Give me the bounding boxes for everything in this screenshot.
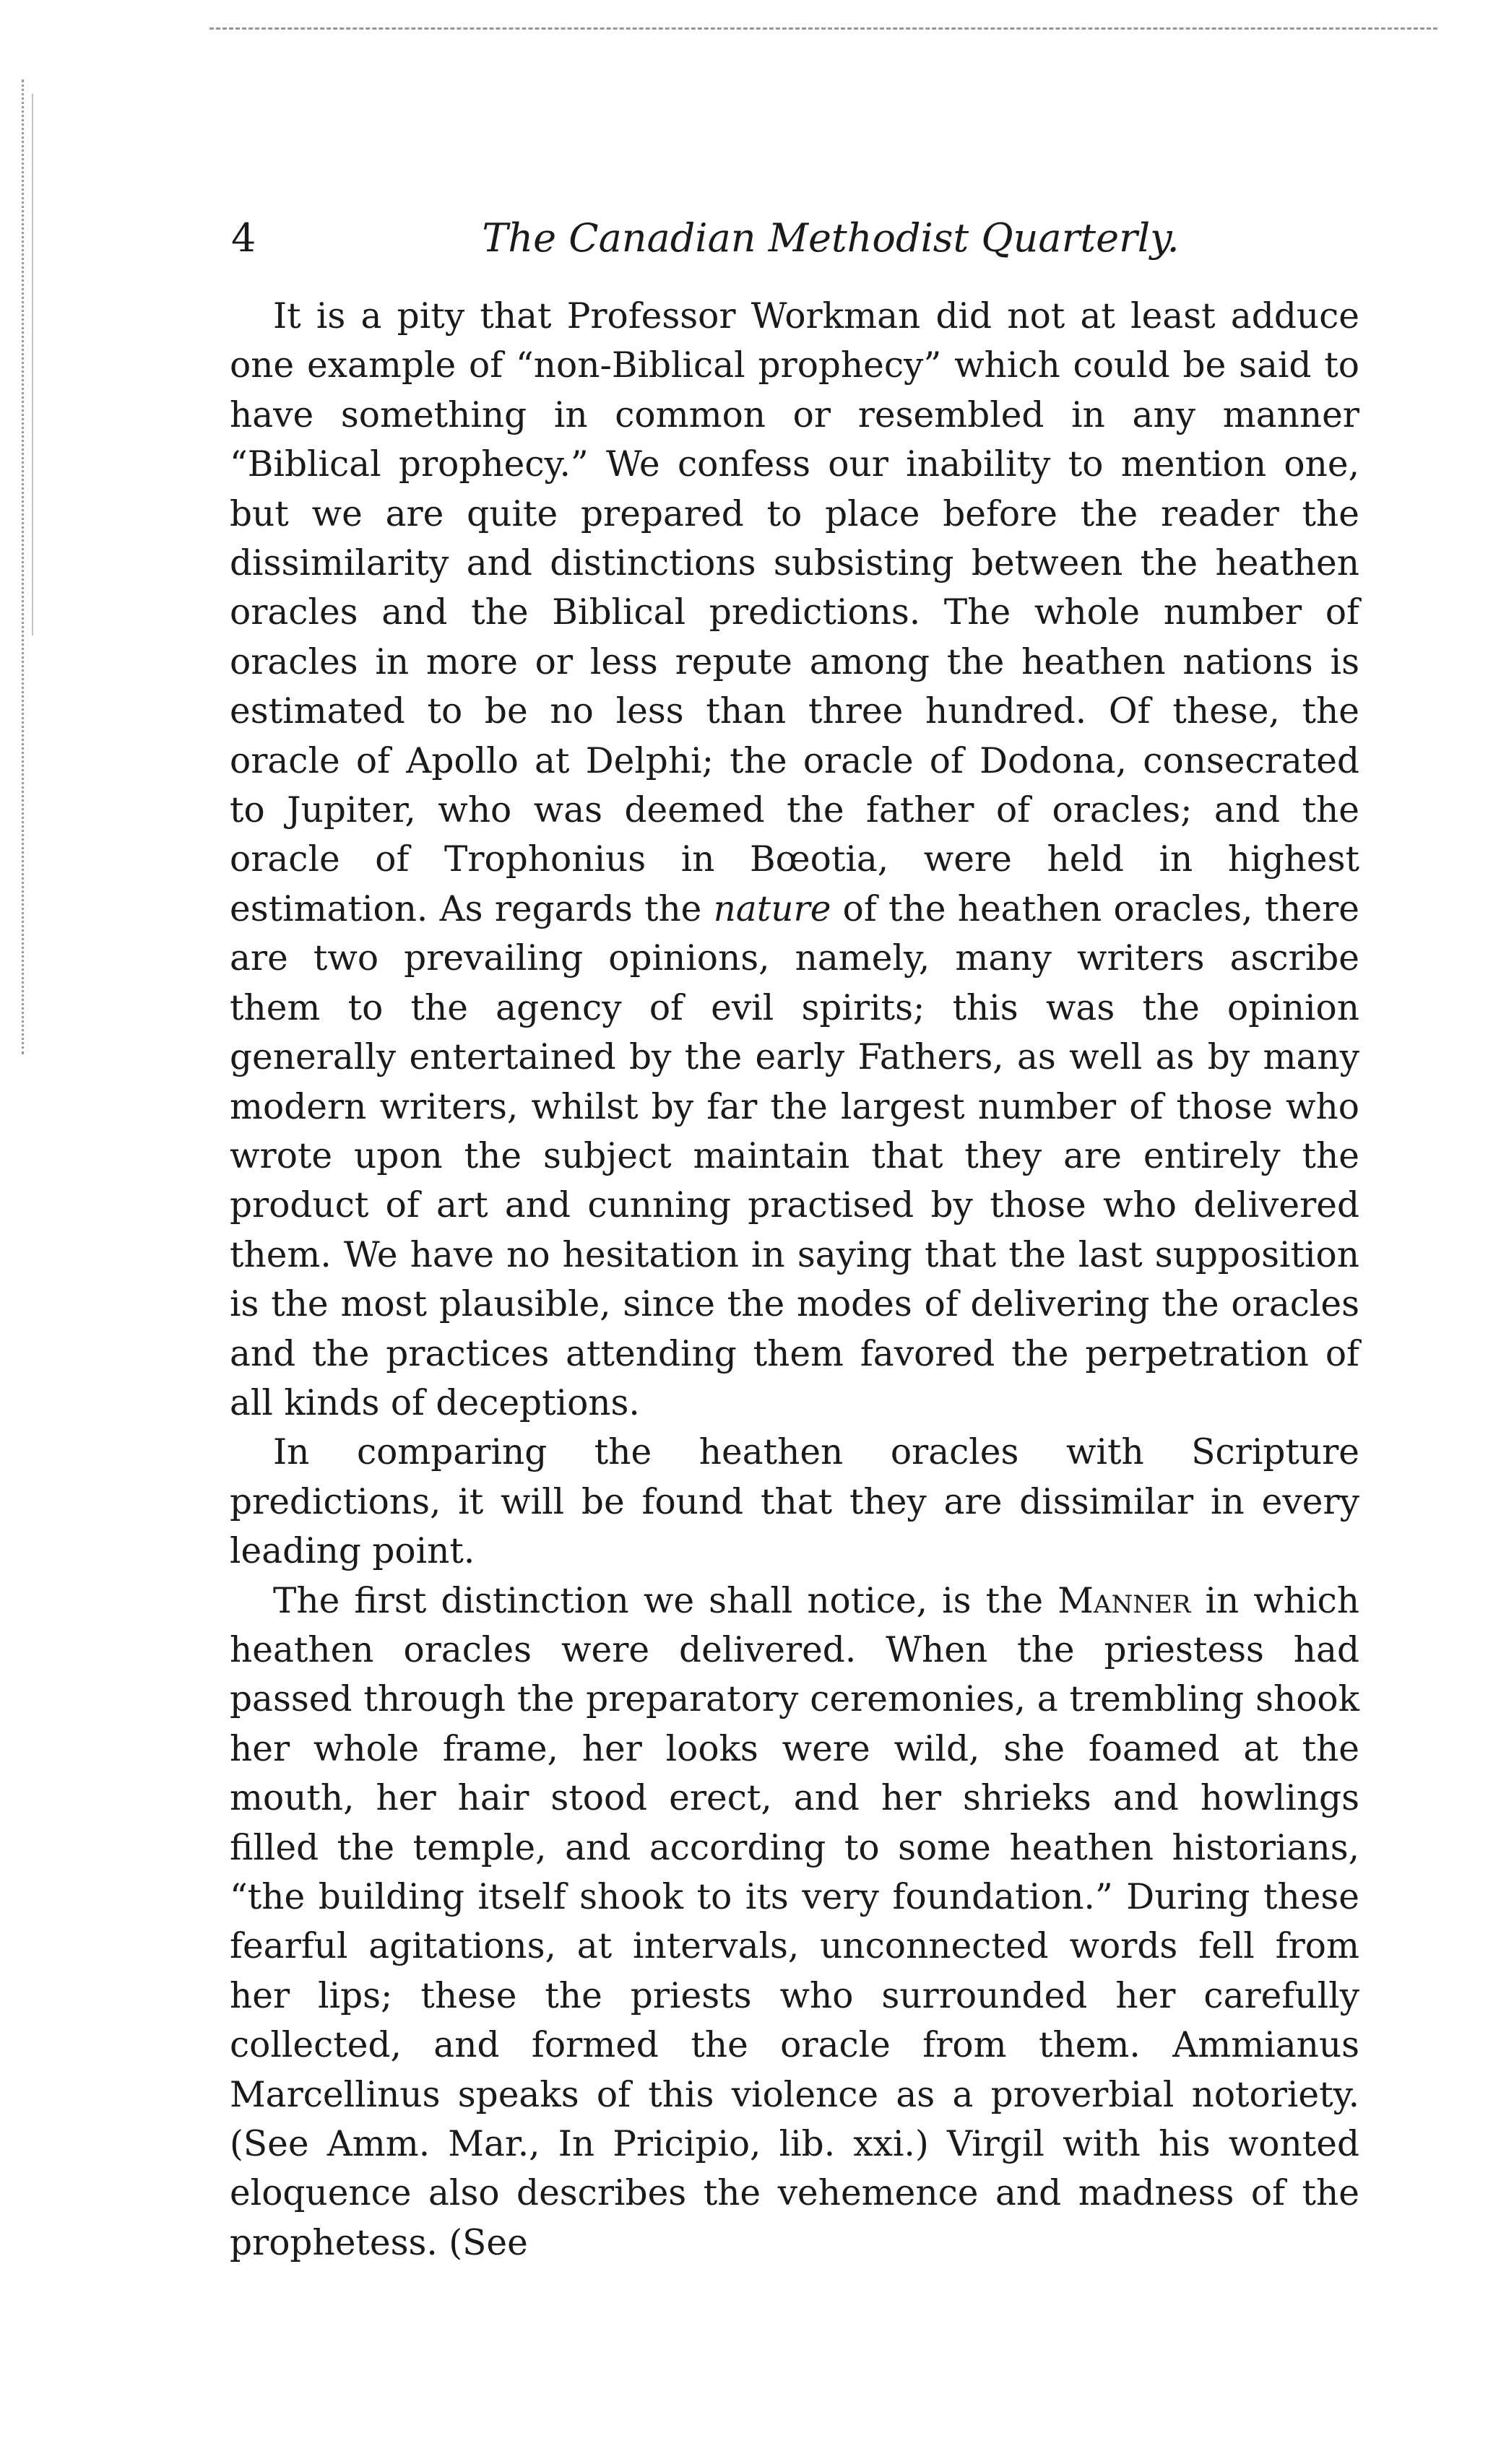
page-header (231, 209, 1358, 267)
paragraph-3-start: The first distinction we shall notice, is the (273, 1580, 1044, 1621)
paragraph-3-small-caps: Manner (1057, 1580, 1191, 1621)
paragraph-2: In comparing the heathen oracles with Scripture predictions, it will be found that they are dissimilar in every leading point. (230, 1432, 1359, 1572)
paragraph-3 (230, 1576, 1359, 2268)
page-number: 4 (231, 215, 256, 261)
paragraph-1-end: of the heathen oracles, there are two prevailing opinions, namely, many writers ascribe them to the agency of evil spirits; this was the opinion generally entertained by the early Fathers, as well as by many modern writers, whilst by far the largest number of those who wrote upon the subject maintain that they are entirely the product of art and cunning practised by those who delivered them. We have no hesitation in saying that the last supposition is the most plausible, since the modes of delivering the oracles and the practices attending them favored the perpetration of all kinds of deceptions. (230, 888, 1360, 1423)
running-title: The Canadian Methodist Quarterly. (482, 215, 1180, 261)
scan-left-edge (22, 79, 24, 1054)
scan-top-rule (209, 27, 1437, 30)
paragraph-1-italic: nature (713, 888, 831, 929)
paragraph-1 (230, 292, 1359, 1428)
scan-left-edge-inner (32, 94, 33, 635)
paragraph-3-end: in which heathen oracles were delivered. When the priestess had passed through the preparatory ceremonies, a trembling shook her whole frame, her looks were wild, she foamed at the mouth, her hair stood erect, and her shrieks and howlings filled the temple, and according to some heathen historians, “the building itself shook to its very foundation.” During these fearful agitations, at intervals, unconnected words fell from her lips; these the priests who surrounded her carefully collected, and formed the oracle from them. Ammianus Marcellinus speaks of this violence as a proverbial notoriety. (See Amm. Mar., In Pricipio, lib. xxi.) Virgil with his wonted eloquence also describes the vehemence and madness of the prophetess. (See (230, 1580, 1360, 2263)
article-body (230, 292, 1359, 2268)
paragraph-1-text: It is a pity that Professor Workman did not at least adduce one example of “non-Biblical prophecy” which could be said to have something in common or resembled in any manner “Biblical prophecy.” We confess our inability to mention one, but we are quite prepared to place before the reader the dissimilarity and distinctions subsisting between the heathen oracles and the Biblical predictions. The whole number of oracles in more or less repute among the heathen nations is estimated to be no less than three hundred. Of these, the oracle of Apollo at Delphi; the oracle of Dodona, consecrated to Jupiter, who was deemed the father of oracles; and the oracle of Trophonius in Bœotia, were held in highest estimation. As regards the (230, 296, 1359, 929)
